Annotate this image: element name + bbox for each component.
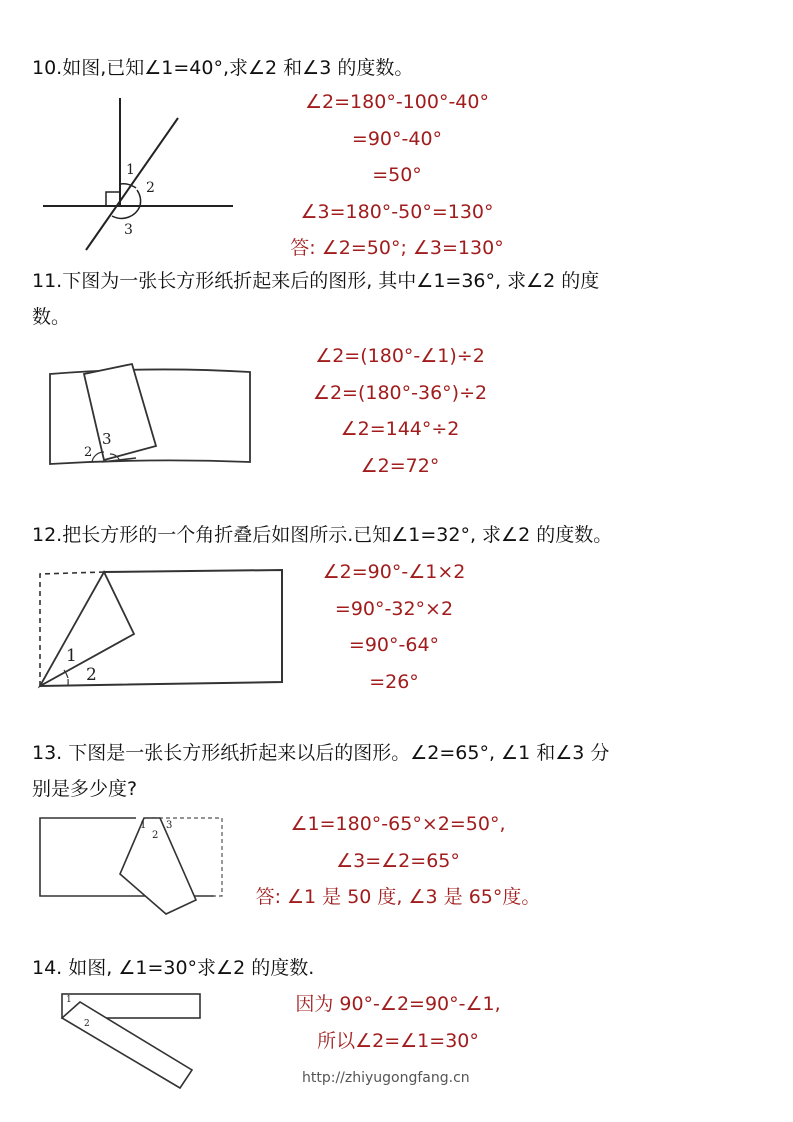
label-2: 2	[84, 1019, 90, 1029]
solution-line: 答: ∠1 是 50 度, ∠3 是 65°度。	[255, 886, 541, 908]
label-2: 2	[146, 180, 155, 196]
question-13	[32, 735, 609, 807]
solution-line: =26°	[369, 670, 419, 693]
solution-line: ∠2=72°	[360, 454, 440, 477]
question-text: 别是多少度?	[32, 778, 138, 800]
figure-12	[34, 566, 286, 690]
figure-11	[44, 358, 254, 470]
question-text: 数。	[32, 306, 71, 328]
label-1: 1	[126, 162, 135, 178]
angle-2-arc	[137, 190, 141, 206]
solution-11	[280, 338, 520, 484]
question-12	[32, 517, 612, 553]
label-3: 3	[124, 222, 133, 238]
solution-line: 答: ∠2=50°; ∠3=130°	[290, 237, 504, 259]
question-text: 12.把长方形的一个角折叠后如图所示.已知∠1=32°, 求∠2 的度数。	[32, 524, 613, 546]
figure-10	[38, 92, 238, 252]
solution-line: ∠2=(180°-∠1)÷2	[315, 345, 485, 367]
label-1: 1	[140, 820, 147, 831]
label-1: 1	[66, 646, 77, 666]
solution-line: 因为 90°-∠2=90°-∠1,	[295, 993, 501, 1015]
solution-line: ∠2=144°÷2	[340, 418, 460, 440]
question-11	[32, 263, 599, 335]
solution-line: 所以∠2=∠1=30°	[317, 1029, 479, 1052]
question-10	[32, 50, 413, 86]
footer-url: http://zhiyugongfang.cn	[302, 1070, 470, 1086]
solution-line: ∠2=(180°-36°)÷2	[312, 381, 488, 404]
label-3: 3	[166, 820, 173, 831]
question-text: 11.下图为一张长方形纸折起来后的图形, 其中∠1=36°, 求∠2 的度	[32, 270, 600, 292]
question-text: 10.如图,已知∠1=40°,求∠2 和∠3 的度数。	[32, 57, 414, 79]
solution-line: ∠1=180°-65°×2=50°,	[290, 813, 506, 835]
question-text: 13. 下图是一张长方形纸折起来以后的图形。∠2=65°, ∠1 和∠3 分	[32, 742, 610, 764]
angle-1-arc	[120, 184, 136, 188]
label-3: 3	[102, 430, 112, 448]
label-2: 2	[152, 830, 159, 841]
solution-12	[294, 554, 494, 700]
label-2: 2	[84, 445, 93, 460]
paper-rectangle	[50, 369, 250, 464]
question-14	[32, 950, 314, 986]
figure-13	[36, 814, 226, 918]
solution-line: =90°-40°	[351, 127, 443, 150]
solution-line: ∠2=180°-100°-40°	[305, 91, 489, 113]
label-2: 2	[86, 665, 97, 685]
solution-line: =50°	[372, 164, 422, 186]
solution-line: ∠2=90°-∠1×2	[322, 561, 466, 583]
solution-13	[218, 806, 578, 916]
question-text: 14. 如图, ∠1=30°求∠2 的度数.	[32, 957, 315, 979]
solution-line: ∠3=180°-50°=130°	[300, 200, 494, 223]
solution-line: ∠3=∠2=65°	[336, 849, 460, 872]
solution-line: =90°-32°×2	[334, 597, 454, 620]
solution-14	[268, 986, 528, 1059]
label-1: 1	[66, 995, 72, 1005]
solution-line: =90°-64°	[348, 634, 440, 656]
folded-strip	[84, 364, 156, 460]
solution-10	[262, 84, 532, 267]
